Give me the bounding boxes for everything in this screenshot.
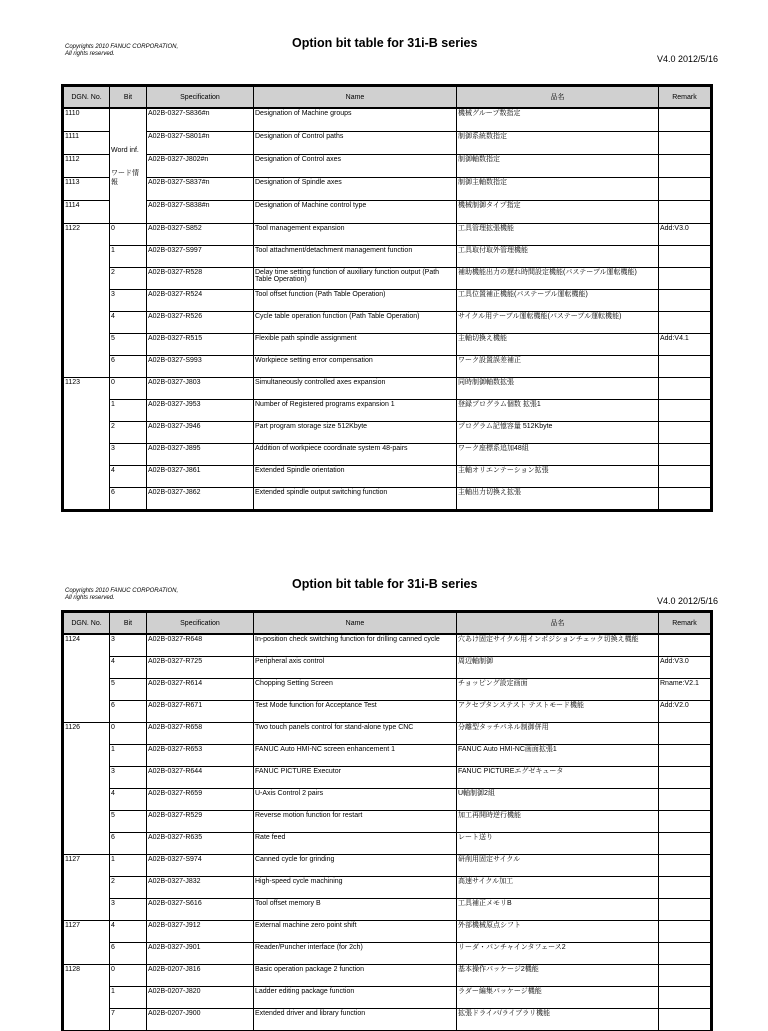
dgn-cell: 1114 <box>64 201 110 224</box>
name-cell: FANUC PICTURE Executor <box>254 767 457 789</box>
bit-cell: 5 <box>110 811 147 833</box>
bit-cell: 4 <box>110 921 147 943</box>
spec-cell: A02B-0327-R528 <box>147 268 254 290</box>
remark-cell <box>659 921 711 943</box>
copyright-line: All rights reserved. <box>65 51 115 57</box>
spec-cell: A02B-0327-R524 <box>147 290 254 312</box>
spec-cell: A02B-0327-R671 <box>147 701 254 723</box>
bit-cell: 0 <box>110 723 147 745</box>
remark-cell <box>659 965 711 987</box>
jname-cell: 登録プログラム個数 拡張1 <box>457 400 659 422</box>
spec-cell: A02B-0327-J912 <box>147 921 254 943</box>
table-row <box>64 444 711 466</box>
remark-cell <box>659 723 711 745</box>
table-row <box>64 767 711 789</box>
bit-cell: 2 <box>110 422 147 444</box>
spec-cell: A02B-0327-R526 <box>147 312 254 334</box>
spec-cell: A02B-0327-R614 <box>147 679 254 701</box>
spec-cell: A02B-0327-S852 <box>147 224 254 246</box>
name-cell: Designation of Spindle axes <box>254 178 457 201</box>
table-row <box>64 378 711 400</box>
column-header: Remark <box>659 613 711 635</box>
jname-cell: FANUC Auto HMI-NC画面拡張1 <box>457 745 659 767</box>
bit-cell: 2 <box>110 268 147 290</box>
remark-cell: Add:V4.1 <box>659 334 711 356</box>
table-row <box>64 811 711 833</box>
name-cell: Reader/Puncher interface (for 2ch) <box>254 943 457 965</box>
bit-cell: 3 <box>110 444 147 466</box>
remark-cell <box>659 422 711 444</box>
page-title: Option bit table for 31i-B series <box>292 577 478 591</box>
remark-cell <box>659 634 711 657</box>
spec-cell: A02B-0327-R659 <box>147 789 254 811</box>
option-bit-table <box>63 612 711 1031</box>
remark-cell <box>659 312 711 334</box>
dgn-cell: 1113 <box>64 178 110 201</box>
name-cell: Designation of Control axes <box>254 155 457 178</box>
bit-cell: 4 <box>110 657 147 679</box>
jname-cell: 機械制御タイプ指定 <box>457 201 659 224</box>
copyright-line: All rights reserved. <box>65 595 115 601</box>
column-header: DGN. No. <box>64 87 110 109</box>
jname-cell: 工具位置補正機能(パステーブル運転機能) <box>457 290 659 312</box>
table-row <box>64 701 711 723</box>
jname-cell: 外部機械原点シフト <box>457 921 659 943</box>
remark-cell <box>659 745 711 767</box>
dgn-cell: 1122 <box>64 224 110 378</box>
table-row <box>64 201 711 224</box>
jname-cell: 主軸切換え機能 <box>457 334 659 356</box>
name-cell: Number of Registered programs expansion 1 <box>254 400 457 422</box>
name-cell: Tool management expansion <box>254 224 457 246</box>
jname-cell: プログラム記憶容量 512Kbyte <box>457 422 659 444</box>
spec-cell: A02B-0327-J946 <box>147 422 254 444</box>
name-cell: Rate feed <box>254 833 457 855</box>
bit-cell: 1 <box>110 246 147 268</box>
spec-cell: A02B-0327-S974 <box>147 855 254 877</box>
name-cell: Tool attachment/detachment management function <box>254 246 457 268</box>
jname-cell: 基本操作パッケージ2機能 <box>457 965 659 987</box>
bit-cell: 3 <box>110 634 147 657</box>
name-cell: High-speed cycle machining <box>254 877 457 899</box>
spec-cell: A02B-0327-J802#n <box>147 155 254 178</box>
bit-cell: 3 <box>110 290 147 312</box>
name-cell: Delay time setting function of auxiliary function output (Path Table Operation) <box>254 268 457 290</box>
name-cell: Extended spindle output switching function <box>254 488 457 510</box>
jname-cell: ワーク座標系追加48組 <box>457 444 659 466</box>
table-row <box>64 943 711 965</box>
table-row <box>64 356 711 378</box>
option-bit-table <box>63 86 711 510</box>
remark-cell <box>659 444 711 466</box>
remark-cell <box>659 155 711 178</box>
jname-cell: 分離型タッチパネル制御併用 <box>457 723 659 745</box>
remark-cell <box>659 767 711 789</box>
bit-cell: 4 <box>110 466 147 488</box>
remark-cell <box>659 290 711 312</box>
bit-cell: 3 <box>110 899 147 921</box>
table-row <box>64 789 711 811</box>
jname-cell: 制御系統数指定 <box>457 132 659 155</box>
column-header: Bit <box>110 613 147 635</box>
name-cell: Canned cycle for grinding <box>254 855 457 877</box>
table-row <box>64 657 711 679</box>
dgn-cell: 1112 <box>64 155 110 178</box>
name-cell: Extended driver and library function <box>254 1009 457 1031</box>
jname-cell: 制御軸数指定 <box>457 155 659 178</box>
remark-cell <box>659 811 711 833</box>
jname-cell: 主軸出力切換え拡張 <box>457 488 659 510</box>
jname-cell: リーダ・パンチャインタフェース2 <box>457 943 659 965</box>
dgn-cell: 1128 <box>64 965 110 1031</box>
bit-cell: 0 <box>110 965 147 987</box>
remark-cell <box>659 789 711 811</box>
spec-cell: A02B-0327-R529 <box>147 811 254 833</box>
jname-cell: 工具補正メモリB <box>457 899 659 921</box>
page-title: Option bit table for 31i-B series <box>292 36 478 50</box>
name-cell: Flexible path spindle assignment <box>254 334 457 356</box>
jname-cell: アクセプタンステスト テストモード機能 <box>457 701 659 723</box>
remark-cell <box>659 178 711 201</box>
dgn-cell: 1127 <box>64 855 110 921</box>
table-row <box>64 155 711 178</box>
jname-cell: ワーク設置誤差補正 <box>457 356 659 378</box>
remark-cell <box>659 877 711 899</box>
version-date: V4.0 2012/5/16 <box>656 54 718 64</box>
column-header: DGN. No. <box>64 613 110 635</box>
dgn-cell: 1123 <box>64 378 110 510</box>
name-cell: External machine zero point shift <box>254 921 457 943</box>
name-cell: Tool offset function (Path Table Operation) <box>254 290 457 312</box>
name-cell: Designation of Machine groups <box>254 108 457 132</box>
table-row <box>64 246 711 268</box>
dgn-cell: 1127 <box>64 921 110 965</box>
table-header-row <box>64 87 711 109</box>
table-row <box>64 268 711 290</box>
table-row <box>64 132 711 155</box>
bit-cell: 4 <box>110 789 147 811</box>
jname-cell: 補助機能出力の遅れ時間設定機能(パステーブル運転機能) <box>457 268 659 290</box>
name-cell: Extended Spindle orientation <box>254 466 457 488</box>
remark-cell <box>659 108 711 132</box>
jname-cell: U軸制御2組 <box>457 789 659 811</box>
name-cell: Part program storage size 512Kbyte <box>254 422 457 444</box>
remark-cell: Rname:V2.1 <box>659 679 711 701</box>
copyright-notice <box>65 588 178 602</box>
table-header-row <box>64 613 711 635</box>
spec-cell: A02B-0327-R644 <box>147 767 254 789</box>
remark-cell <box>659 1009 711 1031</box>
bit-cell: 4 <box>110 312 147 334</box>
remark-cell <box>659 246 711 268</box>
name-cell: Addition of workpiece coordinate system 48-pairs <box>254 444 457 466</box>
jname-cell: 穴あけ固定サイクル用インポジションチェック切換え機能 <box>457 634 659 657</box>
spec-cell: A02B-0207-J816 <box>147 965 254 987</box>
remark-cell <box>659 943 711 965</box>
spec-cell: A02B-0327-R515 <box>147 334 254 356</box>
column-header: Specification <box>147 87 254 109</box>
spec-cell: A02B-0327-J803 <box>147 378 254 400</box>
jname-cell: 工具取付取外管理機能 <box>457 246 659 268</box>
table-row <box>64 224 711 246</box>
table-row <box>64 921 711 943</box>
bit-cell: 1 <box>110 855 147 877</box>
bit-cell: 0 <box>110 378 147 400</box>
table-row <box>64 290 711 312</box>
jname-cell: チョッピング設定画面 <box>457 679 659 701</box>
column-header: Bit <box>110 87 147 109</box>
remark-cell: Add:V2.0 <box>659 701 711 723</box>
page2-rows <box>64 634 711 1031</box>
spec-cell: A02B-0327-R635 <box>147 833 254 855</box>
column-header: 品名 <box>457 613 659 635</box>
remark-cell <box>659 987 711 1009</box>
column-header: Specification <box>147 613 254 635</box>
jname-cell: 加工再開時逆行機能 <box>457 811 659 833</box>
name-cell: In-position check switching function for drilling canned cycle <box>254 634 457 657</box>
table-row <box>64 833 711 855</box>
copyright-line: Copyrights 2010 FANUC CORPORATION, <box>65 588 179 594</box>
bit-cell: 6 <box>110 943 147 965</box>
jname-cell: FANUC PICTUREエグゼキュータ <box>457 767 659 789</box>
word-info-label: Word inf. <box>111 147 139 154</box>
remark-cell <box>659 132 711 155</box>
jname-cell: ラダー編集パッケージ機能 <box>457 987 659 1009</box>
table-row <box>64 108 711 132</box>
name-cell: Reverse motion function for restart <box>254 811 457 833</box>
spec-cell: A02B-0327-S838#n <box>147 201 254 224</box>
bit-cell: 6 <box>110 701 147 723</box>
name-cell: Ladder editing package function <box>254 987 457 1009</box>
table-row <box>64 466 711 488</box>
bit-cell: 1 <box>110 400 147 422</box>
bit-cell: 2 <box>110 877 147 899</box>
bit-cell: 1 <box>110 745 147 767</box>
bit-cell: 7 <box>110 1009 147 1031</box>
remark-cell <box>659 378 711 400</box>
table-row <box>64 488 711 510</box>
spec-cell: A02B-0207-J900 <box>147 1009 254 1031</box>
column-header: 品名 <box>457 87 659 109</box>
spec-cell: A02B-0327-J953 <box>147 400 254 422</box>
remark-cell <box>659 400 711 422</box>
table-row <box>64 877 711 899</box>
remark-cell <box>659 201 711 224</box>
column-header: Remark <box>659 87 711 109</box>
remark-cell <box>659 268 711 290</box>
column-header: Name <box>254 613 457 635</box>
table-row <box>64 312 711 334</box>
spec-cell: A02B-0327-S837#n <box>147 178 254 201</box>
jname-cell: サイクル用テーブル運転機能(パステーブル運転機能) <box>457 312 659 334</box>
remark-cell <box>659 899 711 921</box>
jname-cell: 工具管理拡張機能 <box>457 224 659 246</box>
name-cell: Workpiece setting error compensation <box>254 356 457 378</box>
dgn-cell: 1111 <box>64 132 110 155</box>
dgn-group-1123 <box>64 378 711 510</box>
bit-cell: 6 <box>110 356 147 378</box>
jname-cell: 主軸オリエンテーション拡張 <box>457 466 659 488</box>
spec-cell: A02B-0327-S993 <box>147 356 254 378</box>
table-row <box>64 899 711 921</box>
name-cell: Simultaneously controlled axes expansion <box>254 378 457 400</box>
table-row <box>64 422 711 444</box>
jname-cell: レート送り <box>457 833 659 855</box>
remark-cell: Add:V3.0 <box>659 657 711 679</box>
jname-cell: 拡張ドライバ/ライブラリ機能 <box>457 1009 659 1031</box>
table-row <box>64 178 711 201</box>
remark-cell <box>659 488 711 510</box>
bit-cell: 5 <box>110 679 147 701</box>
name-cell: Chopping Setting Screen <box>254 679 457 701</box>
dgn-cell: 1110 <box>64 108 110 132</box>
jname-cell: 周辺軸制御 <box>457 657 659 679</box>
jname-cell: 制御主軸数指定 <box>457 178 659 201</box>
remark-cell <box>659 833 711 855</box>
spec-cell: A02B-0327-R725 <box>147 657 254 679</box>
bit-word-info-cell <box>110 108 147 224</box>
spec-cell: A02B-0327-S997 <box>147 246 254 268</box>
bit-cell: 6 <box>110 833 147 855</box>
name-cell: U-Axis Control 2 pairs <box>254 789 457 811</box>
name-cell: Designation of Machine control type <box>254 201 457 224</box>
name-cell: Test Mode function for Acceptance Test <box>254 701 457 723</box>
spec-cell: A02B-0327-S836#n <box>147 108 254 132</box>
name-cell: Designation of Control paths <box>254 132 457 155</box>
spec-cell: A02B-0327-R648 <box>147 634 254 657</box>
jname-cell: 研削用固定サイクル <box>457 855 659 877</box>
spec-cell: A02B-0327-R653 <box>147 745 254 767</box>
bit-cell: 1 <box>110 987 147 1009</box>
dgn-group-1122 <box>64 224 711 378</box>
remark-cell <box>659 466 711 488</box>
table-row <box>64 679 711 701</box>
remark-cell <box>659 356 711 378</box>
word-info-label-ja: ワード情報 <box>111 170 139 186</box>
name-cell: FANUC Auto HMI-NC screen enhancement 1 <box>254 745 457 767</box>
table-row <box>64 855 711 877</box>
name-cell: Cycle table operation function (Path Table Operation) <box>254 312 457 334</box>
jname-cell: 同時制御軸数拡張 <box>457 378 659 400</box>
remark-cell <box>659 855 711 877</box>
spec-cell: A02B-0327-J901 <box>147 943 254 965</box>
spec-cell: A02B-0327-J895 <box>147 444 254 466</box>
spec-cell: A02B-0327-S616 <box>147 899 254 921</box>
bit-cell: 6 <box>110 488 147 510</box>
table-row <box>64 987 711 1009</box>
spec-cell: A02B-0327-S801#n <box>147 132 254 155</box>
name-cell: Tool offset memory B <box>254 899 457 921</box>
version-date: V4.0 2012/5/16 <box>656 596 718 606</box>
dgn-cell: 1124 <box>64 634 110 723</box>
bit-cell: 3 <box>110 767 147 789</box>
spec-cell: A02B-0327-J832 <box>147 877 254 899</box>
copyright-line: Copyrights 2010 FANUC CORPORATION, <box>65 44 179 50</box>
bit-cell: 5 <box>110 334 147 356</box>
spec-cell: A02B-0207-J820 <box>147 987 254 1009</box>
table-row <box>64 745 711 767</box>
bit-cell: 0 <box>110 224 147 246</box>
table-row <box>64 1009 711 1031</box>
spec-cell: A02B-0327-J861 <box>147 466 254 488</box>
name-cell: Peripheral axis control <box>254 657 457 679</box>
name-cell: Two touch panels control for stand-alone type CNC <box>254 723 457 745</box>
jname-cell: 機械グループ数指定 <box>457 108 659 132</box>
remark-cell: Add:V3.0 <box>659 224 711 246</box>
jname-cell: 高速サイクル加工 <box>457 877 659 899</box>
spec-cell: A02B-0327-J862 <box>147 488 254 510</box>
table-row <box>64 965 711 987</box>
name-cell: Basic operation package 2 function <box>254 965 457 987</box>
column-header: Name <box>254 87 457 109</box>
table-row <box>64 400 711 422</box>
table-row <box>64 634 711 657</box>
table-row <box>64 334 711 356</box>
copyright-notice <box>65 44 178 58</box>
table-row <box>64 723 711 745</box>
dgn-cell: 1126 <box>64 723 110 855</box>
spec-cell: A02B-0327-R658 <box>147 723 254 745</box>
